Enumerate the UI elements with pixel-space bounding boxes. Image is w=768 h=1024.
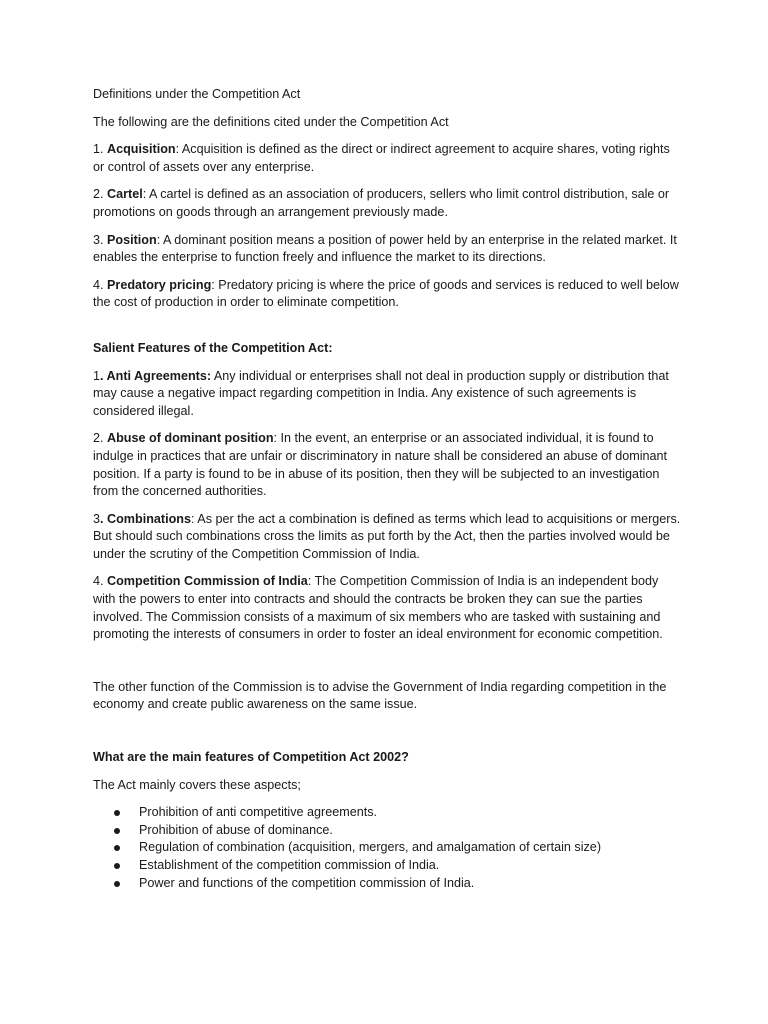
item-number: 4. [93, 574, 108, 589]
bullet-icon [114, 828, 120, 834]
feature-item [93, 368, 683, 421]
item-number: 1. [93, 142, 108, 157]
bullet-icon [114, 863, 120, 869]
doc-intro: The following are the definitions cited under the Competition Act [93, 114, 449, 129]
definition-item: 2. Cartel: A cartel is defined as an association of producers, sellers who limit control distribution, sale or promotions on goods through an arrangement previously made. [93, 187, 670, 219]
faq-intro: The Act mainly covers these aspects; [93, 777, 301, 792]
feature-item: 2. Abuse of dominant position: In the event, an enterprise or an associated individual, it is found to indulge in practices that are unfair or discriminatory in nature shall be considered an abuse of dominant position. If a party is found to be in abuse of its position, then they will be subjected to an investigation from the concerned authorities. [93, 431, 668, 499]
item-number: 4. [93, 277, 108, 292]
feature-item: 4. Competition Commission of India: The Competition Commission of India is an independent body with the powers to enter into contracts and should the contracts be broken they can sue the parties involved. The Commission consists of a maximum of six members who are tasked with sustaining and promoting the interests of consumers in order to foster an ideal environment for economic competition. [93, 574, 663, 642]
bullet-icon [114, 881, 120, 887]
definition-text: Predatory pricing is where the price of goods and services is reduced to well below the cost of production in order to eliminate competition. [93, 277, 679, 310]
definition-term: Cartel [107, 187, 143, 202]
definition-term: Acquisition [107, 142, 176, 157]
feature-term: . Combinations [100, 511, 191, 526]
definition-term: Position [107, 232, 157, 247]
section-heading-salient: Salient Features of the Competition Act: [93, 340, 333, 355]
feature-item: 3. Combinations: As per the act a combination is defined as terms which lead to acquisitions or mergers. But should such combinations cross the limits as put forth by the Act, then the parties involved would be under the scrutiny of the Competition Commission of India. [93, 511, 681, 561]
section-heading-faq: What are the main features of Competition Act 2002? [93, 750, 409, 765]
list-item: Power and functions of the competition commission of India. [93, 875, 683, 893]
item-number: 2. [93, 431, 108, 446]
feature-term: . Anti Agreements: [100, 368, 212, 383]
bullet-icon [114, 845, 120, 851]
item-number: 3. [93, 232, 108, 247]
feature-term: Competition Commission of India [107, 574, 308, 589]
list-item: Regulation of combination (acquisition, mergers, and amalgamation of certain size) [93, 839, 683, 857]
definition-item: 1. Acquisition: Acquisition is defined as the direct or indirect agreement to acquire shares, voting rights or control of assets over any enterprise. [93, 142, 670, 174]
feature-text: Any individual or enterprises shall not deal in production supply or distribution that may cause a negative impact regarding competition in India. Any existence of such agreements is considered illegal. [93, 368, 669, 418]
bullet-icon [114, 810, 120, 816]
other-function-paragraph: The other function of the Commission is to advise the Government of India regarding competition in the economy and create public awareness on the same issue. [93, 679, 667, 712]
definition-item: 3. Position: A dominant position means a position of power held by an enterprise in the related market. It enables the enterprise to function freely and influence the market to its directions. [93, 232, 677, 265]
item-number: 1 [93, 368, 101, 383]
definition-item: 4. Predatory pricing: Predatory pricing is where the price of goods and services is reduced to well below the cost of production in order to eliminate competition. [93, 277, 679, 310]
item-number: 3 [93, 511, 101, 526]
definition-text: Acquisition is defined as the direct or indirect agreement to acquire shares, voting rights or control of assets over any enterprise. [93, 142, 670, 174]
feature-text: In the event, an enterprise or an associated individual, it is found to indulge in practices that are unfair or discriminatory in nature shall be considered an abuse of dominant position. If a party is found to be in abuse of its position, then they will be subjected to an investigation from the concerned authorities. [93, 431, 668, 499]
feature-term: Abuse of dominant position [107, 431, 274, 446]
doc-title: Definitions under the Competition Act [93, 87, 301, 101]
definition-text: A dominant position means a position of power held by an enterprise in the related market. It enables the enterprise to function freely and influence the market to its directions. [93, 232, 677, 265]
list-item: Prohibition of anti competitive agreements. [93, 804, 683, 822]
definition-text: A cartel is defined as an association of producers, sellers who limit control distribution, sale or promotions on goods through an arrangement previously made. [93, 187, 670, 219]
item-number: 2. [93, 187, 108, 202]
feature-text: The Competition Commission of India is an independent body with the powers to enter into contracts and should the contracts be broken they can sue the parties involved. The Commission consists of a maximum of six members who are tasked with sustaining and promoting the interests of consumers in order to foster an ideal environment for economic competition. [93, 574, 663, 642]
list-item: Prohibition of abuse of dominance. [93, 822, 683, 840]
document-page [93, 86, 683, 892]
feature-bullet-list [93, 804, 683, 892]
feature-text: As per the act a combination is defined as terms which lead to acquisitions or mergers. But should such combinations cross the limits as put forth by the Act, then the parties involved would be under the scrutiny of the Competition Commission of India. [93, 511, 681, 561]
list-item: Establishment of the competition commission of India. [93, 857, 683, 875]
definition-term: Predatory pricing [107, 277, 212, 292]
